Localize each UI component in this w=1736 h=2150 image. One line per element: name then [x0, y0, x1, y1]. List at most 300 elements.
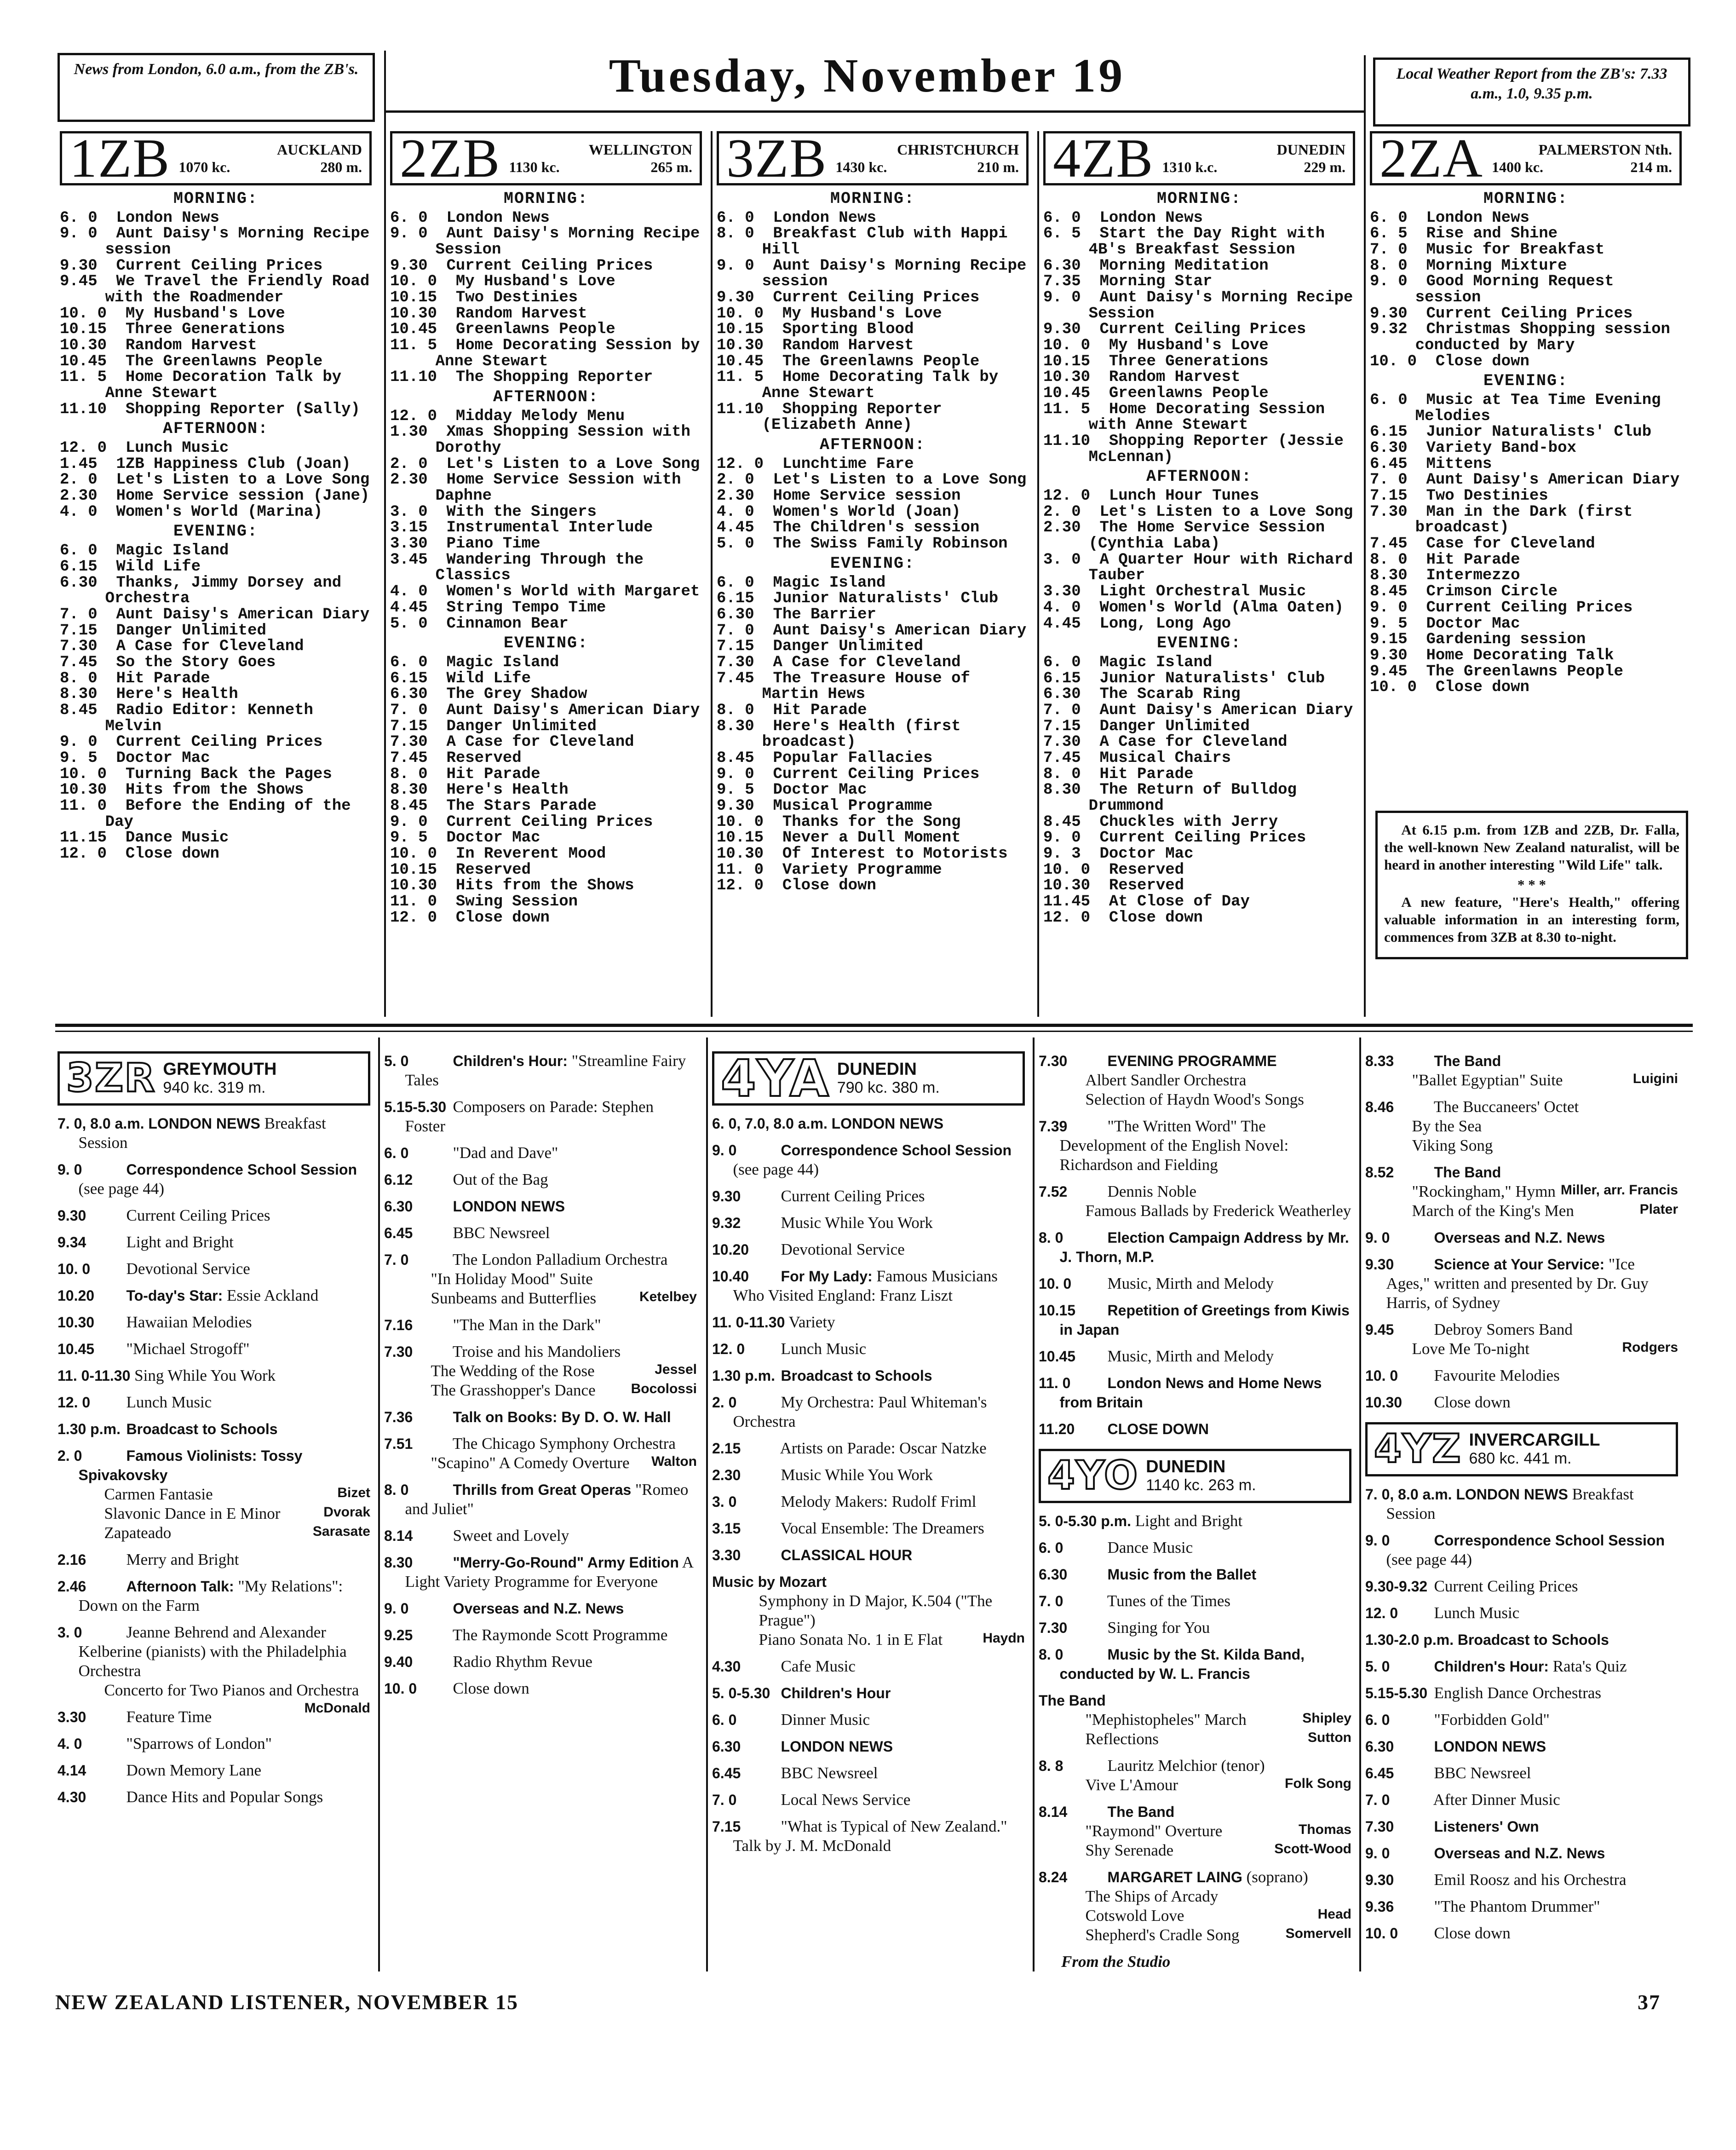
schedule-item [1039, 1373, 1351, 1412]
schedule-programme: Magic Island [773, 574, 886, 592]
schedule-programme: Light and Bright [126, 1233, 234, 1251]
schedule-programme: Artists on Parade: Oscar Natzke [780, 1439, 987, 1457]
schedule-programme: The Shopping Reporter [455, 369, 653, 386]
schedule-time: 10.20 [57, 1287, 95, 1304]
schedule-time: 6.30 [1039, 1566, 1068, 1583]
schedule-time: 10.15 [717, 321, 764, 339]
schedule-programme: (see page 44) [1386, 1551, 1472, 1568]
programme-subitem [1060, 1090, 1352, 1109]
schedule-row [717, 750, 1029, 767]
schedule-row [1370, 424, 1682, 440]
schedule-time: 10. 0 [717, 305, 764, 323]
schedule-time: 3. 0 [57, 1624, 82, 1641]
schedule-time: 4.45 [390, 599, 428, 617]
schedule-time: 11. 0 [1039, 1375, 1071, 1391]
schedule-programme: Dinner Music [781, 1711, 870, 1729]
schedule-programme: Radio Editor: Kenneth Melvin [105, 701, 313, 735]
schedule-time: 2.15 [712, 1440, 741, 1457]
period-heading: EVENING: [173, 522, 259, 541]
schedule-time: 9.30 [712, 1188, 741, 1205]
schedule-time: 10. 0 [1365, 1925, 1398, 1942]
subitem-title: "Mephistopheles" March [1085, 1711, 1247, 1729]
station-callsign: 4ZB [1053, 127, 1154, 189]
schedule-programme: Favourite Melodies [1434, 1366, 1560, 1384]
schedule-row [60, 472, 372, 488]
schedule-time: 6.15 [1370, 423, 1408, 441]
schedule-item [1039, 1952, 1351, 1971]
schedule-programme: London News [116, 209, 219, 227]
schedule-time: 4. 0 [1043, 599, 1081, 617]
schedule-row [1043, 258, 1355, 274]
schedule-time: 10.40 [712, 1268, 749, 1285]
schedule-programme: Famous Musicians Who Visited England: Franz Liszt [733, 1267, 998, 1304]
schedule-row [60, 607, 372, 623]
schedule-time: 10. 0 [1370, 352, 1417, 370]
schedule-time: 3.15 [390, 519, 428, 537]
schedule-time: 6.30 [1370, 439, 1408, 457]
schedule-time: 12. 0 [712, 1341, 745, 1357]
schedule-programme: "The Phantom Drummer" [1434, 1897, 1600, 1915]
schedule-programme: BBC Newsreel [453, 1224, 550, 1242]
schedule-time: 9.45 [60, 273, 98, 291]
schedule-programme: Wild Life [116, 558, 201, 576]
schedule-time: 8. 0 [60, 669, 98, 687]
schedule-programme: Melody Makers: Rudolf Friml [781, 1493, 977, 1510]
schedule-programme: "Streamline Fairy Tales [405, 1052, 686, 1089]
station-kc: 1130 kc. [509, 159, 560, 175]
station-callsign: 4YO [1047, 1453, 1139, 1499]
schedule-programme: English Dance Orchestras [1434, 1684, 1602, 1702]
schedule-programme: "My Relations": Down on the Farm [78, 1577, 343, 1614]
schedule-row [717, 472, 1029, 488]
schedule-programme-bold: LONDON NEWS [453, 1198, 565, 1215]
schedule-programme: The Barrier [773, 605, 876, 623]
schedule-time: 9.30 [60, 257, 98, 275]
schedule-programme: London News [446, 209, 550, 227]
schedule-time: 7. 0 [717, 622, 754, 640]
schedule-time: 9. 3 [1043, 845, 1081, 863]
schedule-programme: "Ice Ages," written and presented by Dr. Guy Harris, of Sydney [1386, 1255, 1649, 1312]
schedule-time: 8.30 [384, 1554, 413, 1571]
schedule-time: 7.52 [1039, 1183, 1068, 1200]
schedule-row [717, 520, 1029, 536]
schedule-programme: A Case for Cleveland [446, 733, 634, 751]
schedule-row [717, 655, 1029, 671]
schedule-time: 7. 0 [1370, 241, 1408, 259]
subitem-title: March of the King's Men [1412, 1202, 1574, 1220]
schedule-item [384, 1342, 697, 1400]
schedule-programme: Doctor Mac [446, 829, 540, 847]
schedule-programme: Music, Mirth and Melody [1107, 1274, 1274, 1292]
schedule-time: 2.30 [712, 1467, 741, 1483]
schedule-programme: Music, Mirth and Melody [1107, 1347, 1274, 1365]
schedule-programme: So the Story Goes [116, 653, 276, 671]
schedule-row [1370, 616, 1682, 632]
schedule-item [1365, 1657, 1678, 1676]
schedule-programme: Lunch Music [125, 439, 229, 457]
schedule-row [60, 402, 372, 418]
schedule-time: 9.15 [1370, 631, 1408, 649]
schedule-programme: Home Decorating Session by Anne Stewart [435, 337, 700, 370]
schedule-item [57, 1259, 370, 1279]
schedule-programme: Current Ceiling Prices [116, 257, 323, 275]
schedule-programme: In Reverent Mood [455, 845, 606, 863]
programme-subitem [405, 1361, 697, 1381]
schedule-time: 8. 0 [717, 225, 754, 243]
schedule-programme: A Case for Cleveland [773, 653, 961, 671]
subitem-title: Piano Sonata No. 1 in E Flat [759, 1631, 943, 1649]
schedule-time: 2.30 [390, 471, 428, 489]
schedule-programme: Danger Unlimited [446, 717, 597, 735]
schedule-time: 6. 5 [1043, 225, 1081, 243]
schedule-time: 7.30 [717, 653, 754, 671]
schedule-programme: 1ZB Happiness Club (Joan) [116, 455, 351, 473]
schedule-time: 11. 0 [390, 893, 437, 911]
schedule-programme: The Return of Bulldog Drummond [1088, 781, 1297, 815]
schedule-programme-bold: LONDON NEWS [1434, 1738, 1546, 1755]
lower-column-4 [1039, 1051, 1351, 1979]
schedule-time: 11. 5 [717, 369, 764, 386]
schedule-row [1370, 504, 1682, 536]
schedule-time: 11. 0-11.30 [712, 1314, 785, 1331]
schedule-time: 9. 0 [390, 813, 428, 831]
schedule-row [717, 846, 1029, 862]
schedule-row [60, 354, 372, 370]
station-kc: 1400 kc. [1491, 159, 1543, 175]
schedule-programme: Magic Island [1099, 653, 1213, 671]
schedule-programme: Doctor Mac [116, 749, 210, 767]
schedule-programme: Close down [1435, 679, 1529, 697]
schedule-row [390, 536, 702, 552]
schedule-programme: Gardening session [1426, 631, 1586, 649]
schedule-time: 9. 0 [1043, 829, 1081, 847]
schedule-time: 9. 0 [1370, 599, 1408, 617]
schedule-row [1370, 600, 1682, 616]
schedule-programme: Light and Bright [1135, 1512, 1243, 1530]
subitem-title: Famous Ballads by Frederick Weatherley [1085, 1202, 1351, 1220]
schedule-programme: Xmas Shopping Session with Dorothy [435, 423, 690, 457]
schedule-row [390, 552, 702, 584]
schedule-item [1039, 1868, 1351, 1945]
schedule-row [1043, 616, 1355, 632]
schedule-item [384, 1599, 697, 1618]
schedule-row [717, 369, 1029, 401]
schedule-time: 9.30 [717, 797, 754, 815]
schedule-row [390, 290, 702, 306]
schedule-row [1043, 369, 1355, 386]
schedule-time: 7.39 [1039, 1118, 1068, 1135]
schedule-programme-bold: Broadcast to Schools [781, 1367, 932, 1384]
schedule-row [60, 369, 372, 401]
schedule-row [60, 488, 372, 504]
schedule-time: 9.25 [384, 1627, 413, 1643]
schedule-time: 11.10 [390, 369, 437, 386]
schedule-programme: Singing for You [1107, 1619, 1210, 1637]
schedule-row [390, 910, 702, 926]
schedule-programme: London News [773, 209, 876, 227]
station-info [509, 141, 692, 176]
schedule-programme: Two Destinies [455, 289, 578, 307]
schedule-time: 9. 0 [384, 1600, 409, 1617]
schedule-row [1370, 456, 1682, 473]
schedule-row [1370, 568, 1682, 584]
schedule-programme: After Dinner Music [1433, 1791, 1560, 1809]
schedule-time: 9. 0 [1043, 289, 1081, 307]
period-heading: EVENING: [1156, 634, 1242, 653]
schedule-programme-bold: Overseas and N.Z. News [1434, 1229, 1605, 1246]
schedule-time: 9.40 [384, 1654, 413, 1670]
station-header-box [1043, 127, 1355, 189]
schedule-programme: Chuckles with Jerry [1099, 813, 1278, 831]
schedule-programme: Aunt Daisy's Morning Recipe session [105, 225, 370, 259]
schedule-item [384, 1526, 697, 1545]
programme-subitem [79, 1681, 371, 1716]
schedule-item [1039, 1565, 1351, 1584]
schedule-time: 8.46 [1365, 1099, 1394, 1115]
schedule-programme: Current Ceiling Prices [1099, 829, 1306, 847]
schedule-programme: Lunch Music [126, 1393, 212, 1411]
programme-subitem [1386, 1201, 1679, 1221]
schedule-programme: Close down [453, 1679, 529, 1697]
schedule-programme: "The Written Word" The Development of the English Novel: Richardson and Fielding [1059, 1117, 1289, 1174]
composer: Head [1317, 1907, 1351, 1922]
schedule-programme-bold: Music from the Ballet [1107, 1566, 1257, 1583]
schedule-programme: Current Ceiling Prices [1426, 599, 1633, 617]
station-info [1162, 141, 1345, 176]
column-rule [378, 1038, 380, 1971]
schedule-row [1043, 354, 1355, 370]
schedule-time: 7.45 [390, 749, 428, 767]
schedule-programme: Long, Long Ago [1099, 615, 1231, 633]
station-frequency: 680 kc. 441 m. [1469, 1450, 1572, 1468]
schedule-programme-bold: London News and Home News from Britain [1059, 1375, 1322, 1411]
schedule-time: 10.20 [712, 1241, 749, 1258]
schedule-programme: Down Memory Lane [126, 1761, 262, 1779]
schedule-programme: Magic Island [446, 653, 559, 671]
schedule-programme: Random Harvest [782, 337, 914, 355]
schedule-programme: "The Man in the Dark" [453, 1316, 601, 1334]
schedule-row [1370, 488, 1682, 504]
schedule-programme: Rata's Quiz [1552, 1657, 1627, 1675]
schedule-programme: Before the Ending of the Day [105, 797, 351, 831]
schedule-row [1043, 862, 1355, 878]
schedule-time: 2.30 [1043, 519, 1081, 537]
schedule-row [1043, 894, 1355, 910]
station-wavelength: 229 m. [1304, 159, 1345, 175]
schedule-programme: Breakfast Session [1386, 1485, 1634, 1522]
schedule-programme: We Travel the Friendly Road with the Roadmender [105, 273, 370, 307]
schedule-row [717, 830, 1029, 846]
schedule-item [1365, 1844, 1678, 1863]
schedule-row [1043, 290, 1355, 322]
schedule-programme: Variety Programme [782, 861, 942, 879]
schedule-row [1370, 440, 1682, 456]
station-city: WELLINGTON [588, 141, 692, 158]
schedule-time: 10. 0 [384, 1680, 417, 1697]
schedule-item [712, 1141, 1025, 1179]
schedule-time: 2.30 [717, 487, 754, 505]
programme-subitem [1386, 1182, 1679, 1201]
schedule-programme-bold: Music by the St. Kilda Band, conducted by W. L. Francis [1059, 1646, 1305, 1682]
schedule-programme-bold: MARGARET LAING [1107, 1869, 1242, 1885]
schedule-row [717, 798, 1029, 814]
schedule-time: 6.15 [390, 669, 428, 687]
schedule-item [57, 1446, 370, 1543]
subitem-title: Concerto for Two Pianos and Orchestra [104, 1681, 359, 1699]
schedule-time: 10. 0 [1043, 337, 1091, 355]
schedule-time: 10. 0 [57, 1261, 91, 1277]
schedule-programme: BBC Newsreel [781, 1764, 878, 1782]
schedule-time: 5.15-5.30 [1365, 1685, 1428, 1701]
schedule-item [1365, 1393, 1678, 1412]
schedule-row [60, 767, 372, 783]
schedule-item [57, 1419, 370, 1439]
schedule-item [1365, 1163, 1678, 1221]
schedule-item [1365, 1603, 1678, 1623]
schedule-programme-bold: LONDON NEWS [1456, 1486, 1568, 1503]
station-callsign: 3ZR [66, 1055, 156, 1101]
london-news-text: News from London, 6.0 a.m., from the ZB's. [74, 61, 359, 78]
schedule-row [390, 322, 702, 338]
schedule-row [60, 322, 372, 338]
schedule-item [1039, 1347, 1351, 1366]
schedule-item [712, 1313, 1025, 1332]
schedule-programme: Intermezzo [1426, 567, 1520, 585]
section-divider [55, 1031, 1693, 1032]
schedule-item [712, 1572, 1025, 1649]
schedule-programme: "Forbidden Gold" [1434, 1711, 1550, 1729]
station-info [163, 1060, 276, 1096]
schedule-time: 8.45 [1043, 813, 1081, 831]
schedule-row [1043, 274, 1355, 290]
station-header-box [390, 127, 702, 189]
schedule-time: 6. 0 [390, 653, 428, 671]
schedule-programme: Let's Listen to a Love Song [773, 471, 1027, 489]
schedule-programme: Here's Health (first broadcast) [762, 717, 961, 751]
schedule-time: 11. 0 [60, 797, 107, 815]
schedule-time: 10.15 [1039, 1302, 1076, 1319]
schedule-programme: The Greenlawns People [125, 352, 323, 370]
column-rule [1359, 1038, 1361, 1971]
subitem-title: Carmen Fantasie [104, 1485, 213, 1503]
schedule-programme-bold: The Band [1434, 1053, 1501, 1069]
schedule-row [390, 671, 702, 687]
schedule-time: 3. 0 [1043, 551, 1081, 569]
schedule-item [1039, 1645, 1351, 1683]
schedule-programme: Random Harvest [1109, 369, 1241, 386]
schedule-row [390, 782, 702, 798]
schedule-row [1043, 600, 1355, 616]
schedule-programme: Aunt Daisy's American Diary [446, 701, 700, 719]
station-callsign: 1ZB [69, 127, 171, 189]
schedule-time: 8. 0 [1370, 551, 1408, 569]
schedule-programme: Turning Back the Pages [125, 765, 332, 783]
schedule-time: 1.30-2.0 p.m. [1365, 1631, 1454, 1648]
schedule-time: 8.30 [717, 717, 754, 735]
composer: Somervell [1285, 1926, 1351, 1941]
schedule-programme: The Swiss Family Robinson [773, 535, 1008, 553]
schedule-time: 6.15 [60, 558, 98, 576]
schedule-time: 9. 0 [1365, 1532, 1390, 1549]
station-wavelength: 265 m. [650, 159, 692, 175]
schedule-time: 10.30 [57, 1314, 95, 1331]
schedule-programme: Dennis Noble [1107, 1182, 1196, 1200]
schedule-time: 7.30 [1043, 733, 1081, 751]
schedule-programme-bold: Overseas and N.Z. News [1434, 1845, 1605, 1862]
schedule-programme: BBC Newsreel [1434, 1764, 1531, 1782]
schedule-programme: Aunt Daisy's Morning Recipe Session [435, 225, 700, 259]
schedule-time: 9. 0 [390, 225, 428, 243]
schedule-row [717, 767, 1029, 783]
schedule-row [717, 639, 1029, 655]
schedule-programme: The Grey Shadow [446, 686, 587, 703]
schedule-programme: Man in the Dark (first broadcast) [1415, 503, 1633, 537]
schedule-row [1043, 719, 1355, 735]
programme-subitem [1060, 1201, 1352, 1221]
subitem-title: Albert Sandler Orchestra [1085, 1071, 1247, 1089]
schedule-row [1370, 680, 1682, 696]
schedule-time: 11.20 [1039, 1421, 1075, 1437]
schedule-row [390, 750, 702, 767]
schedule-time: 6. 0 [390, 209, 428, 227]
schedule-time: 8. 0 [384, 1481, 409, 1498]
schedule-item [712, 1465, 1025, 1485]
schedule-row [390, 472, 702, 504]
feature-note [1375, 811, 1688, 959]
station-frequency: 790 kc. 380 m. [837, 1079, 940, 1097]
schedule-item [1365, 1577, 1678, 1596]
station-frequency: 1140 kc. 263 m. [1146, 1476, 1256, 1494]
schedule-row [390, 338, 702, 369]
schedule-programme: Sporting Blood [782, 321, 914, 339]
schedule-programme: Home Service session (Jane) [116, 487, 370, 505]
schedule-time: 8.45 [60, 701, 98, 719]
schedule-item [1365, 1630, 1678, 1649]
schedule-row [717, 488, 1029, 504]
schedule-time: 6.30 [390, 686, 428, 703]
schedule-programme-bold: Children's Hour: [1434, 1658, 1549, 1675]
schedule-programme-bold: Overseas and N.Z. News [453, 1600, 624, 1617]
schedule-time: 10.15 [717, 829, 764, 847]
schedule-time: 9. 0 [60, 733, 98, 751]
station-info [837, 1060, 940, 1096]
schedule-programme: Morning Meditation [1099, 257, 1269, 275]
schedule-row [1043, 210, 1355, 226]
schedule-time: 6.30 [1043, 257, 1081, 275]
schedule-time: 12. 0 [60, 439, 107, 457]
schedule-row [60, 750, 372, 767]
schedule-programme: Doctor Mac [1426, 615, 1520, 633]
schedule-time: 2. 0 [1043, 503, 1081, 521]
schedule-time: 9.30 [1370, 646, 1408, 664]
schedule-item [712, 1545, 1025, 1565]
schedule-row [390, 456, 702, 473]
schedule-row [1370, 242, 1682, 258]
composer: Bizet [337, 1485, 370, 1500]
schedule-programme: Reserved [1109, 877, 1184, 895]
schedule-programme: Midday Melody Menu [455, 407, 625, 425]
schedule-row [1043, 488, 1355, 504]
schedule-item [1039, 1274, 1351, 1293]
programme-subitem [733, 1630, 1025, 1649]
programme-subitem [405, 1453, 697, 1473]
schedule-row [390, 719, 702, 735]
schedule-time: 9.45 [1365, 1321, 1394, 1338]
schedule-item [57, 1160, 370, 1199]
schedule-item [384, 1652, 697, 1672]
schedule-time: 7.45 [1370, 535, 1408, 553]
schedule-item [1365, 1228, 1678, 1247]
